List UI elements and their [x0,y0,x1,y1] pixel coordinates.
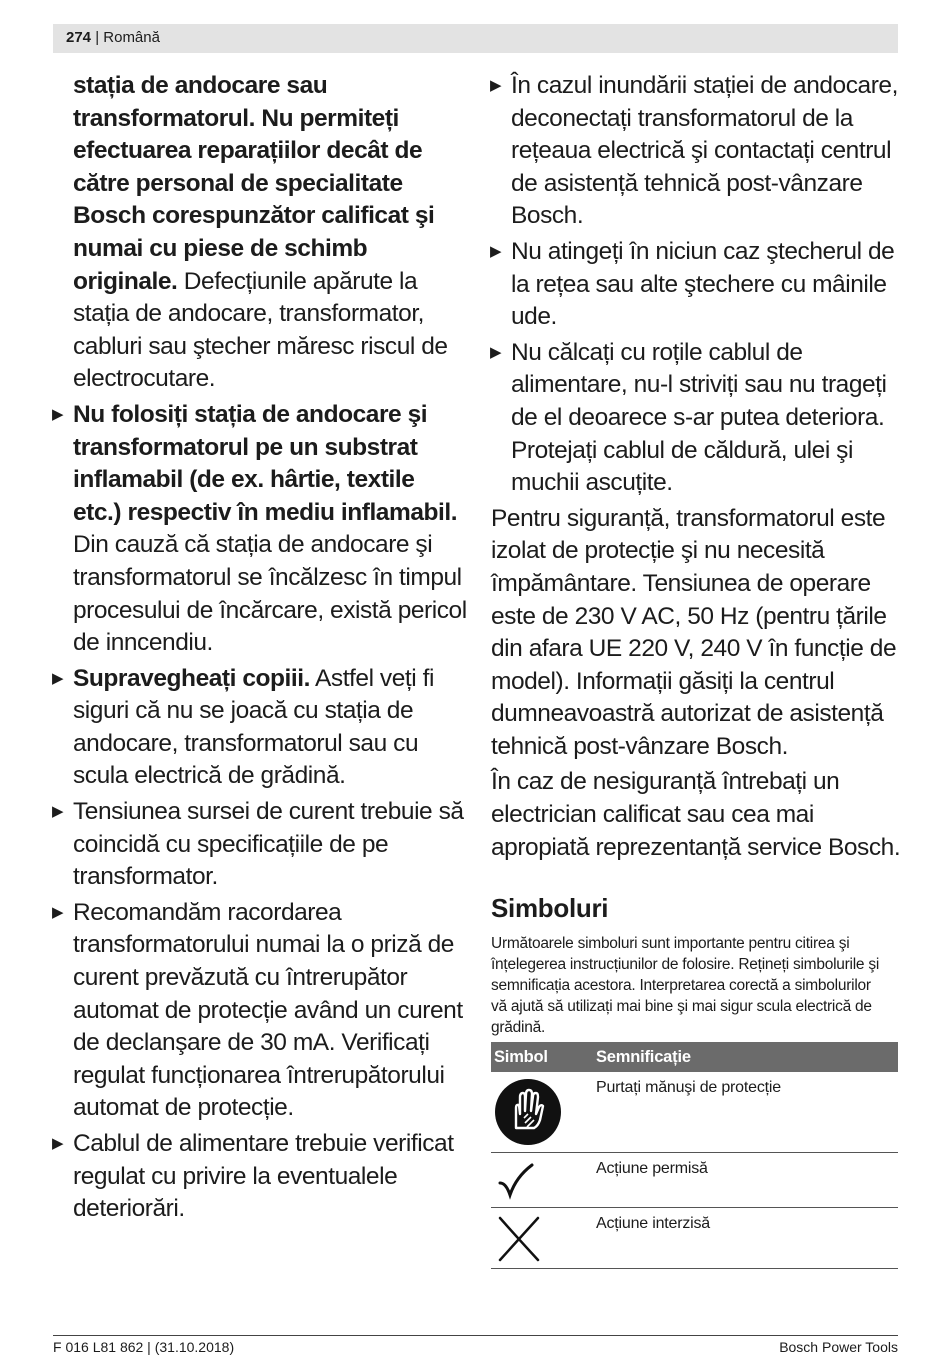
right-column [491,70,901,1269]
supervise-children-bold: Supravegheați copiii. [73,664,310,692]
page-number: 274 [66,29,92,46]
bullet-supervise-children [73,663,468,793]
bullet-cable-check [73,1128,468,1226]
symbols-title: Simboluri [491,893,609,924]
supervise-children-text: Astfel veți fi siguri că nu se joacă cu stația de andocare, transformatorul sau cu scula electrică de grădină. [73,664,434,790]
bullet-wet-hands [511,236,901,334]
wet-hands-text: Nu atingeți în niciun caz ştecherul de la rețea sau alte ştechere cu mâinile ude. [511,237,895,331]
meaning-column-header: Semnificație [593,1042,898,1072]
repairs-warning-bold: stația de andocare sau transformatorul. Nu permiteți efectuarea reparațiilor decât de către personal de specialitate Bosch corespunzător calificat şi numai cu piese de schimb originale. [73,72,435,295]
footer-divider [53,1335,898,1336]
bullet-cable-protection [511,337,901,500]
footer-doc-ref: F 016 L81 862 | (31.10.2018) [53,1339,235,1355]
bullet-rcd [73,897,468,1125]
paragraph-repairs [73,70,468,396]
table-row [491,1207,898,1268]
paragraph-insulation: Pentru siguranță, transformatorul este izolat de protecție şi nu necesită împământare. Tensiunea de operare este de 230 V AC, 50 Hz (pentru țările din afara UE 220 V, 240 V în funcție de model). Informații găsiți la centrul dumneavoastră autorizat de asistență tehnică post-vânzare Bosch. [491,504,897,760]
symbol-column-header: Simbol [491,1042,593,1072]
voltage-text: Tensiunea sursei de curent trebuie să coincidă cu specificațiile de pe transformator. [73,798,464,891]
meaning-cell: Acțiune interzisă [593,1207,898,1268]
bullet-flammable-surface [73,399,468,660]
table-row [491,1072,898,1153]
meaning-cell: Purtați mănuşi de protecție [593,1072,898,1153]
header-separator: | [91,29,104,46]
left-column [73,70,468,1229]
meaning-cell: Acțiune permisă [593,1152,898,1207]
symbols-intro: Următoarele simboluri sunt importante pentru citirea şi înțelegerea instrucțiunilor de folosire. Rețineți simbolurile şi semnificația acestora. Interpretarea corectă a simbolurilor vă ajută să utilizați mai bine şi mai sigur scula electrică de grădină. [491,934,880,1036]
symbol-cell [491,1072,593,1153]
header-language: Română [103,29,160,46]
rcd-text: Recomandăm racordarea transformatorului numai la o priză de curent prevăzută cu întrerupător automat de protecție având un curent de declanşare de 30 mA. Verificați regulat funcționarea întrerupătorului automat de protecție. [73,898,463,1122]
table-row [491,1152,898,1207]
protective-gloves-icon [494,1133,562,1150]
page-header [53,24,898,53]
bullet-voltage [73,796,468,894]
cross-icon [494,1249,544,1266]
symbols-table [491,1042,898,1269]
symbol-cell [491,1207,593,1268]
flammable-surface-bold: Nu folosiți stația de andocare şi transformatorul pe un substrat inflamabil (de ex. hârtie, textile etc.) respectiv în mediu inflamabil. [73,400,458,526]
cable-protection-text: Nu călcați cu roțile cablul de alimentare, nu-l striviți sau nu trageți de el deoarece s-ar putea deteriora. Protejați cablul de căldură, ulei şi muchii ascuțite. [511,338,887,497]
symbol-cell [491,1152,593,1207]
footer-brand: Bosch Power Tools [779,1339,898,1355]
symbols-table-header [491,1042,898,1072]
repairs-warning-text: Defecțiunile apărute la stația de andocare, transformator, cabluri sau ştecher măresc riscul de electrocutare. [73,267,448,393]
checkmark-icon [494,1188,544,1205]
flooding-text: În cazul inundării stației de andocare, deconectați transformatorul de la rețeaua electrică şi contactați centrul de asistență tehnică post-vânzare Bosch. [511,72,898,230]
flammable-surface-text: Din cauză că stația de andocare şi transformatorul se încălzesc în timpul procesului de încărcare, există pericol de inncendiu. [73,531,467,657]
paragraph-uncertainty: În caz de nesiguranță întrebați un electrician calificat sau cea mai apropiată reprezentanță service Bosch. [491,768,901,861]
cable-check-text: Cablul de alimentare trebuie verificat regulat cu privire la eventualele deteriorări. [73,1130,454,1223]
bullet-flooding [511,70,901,233]
